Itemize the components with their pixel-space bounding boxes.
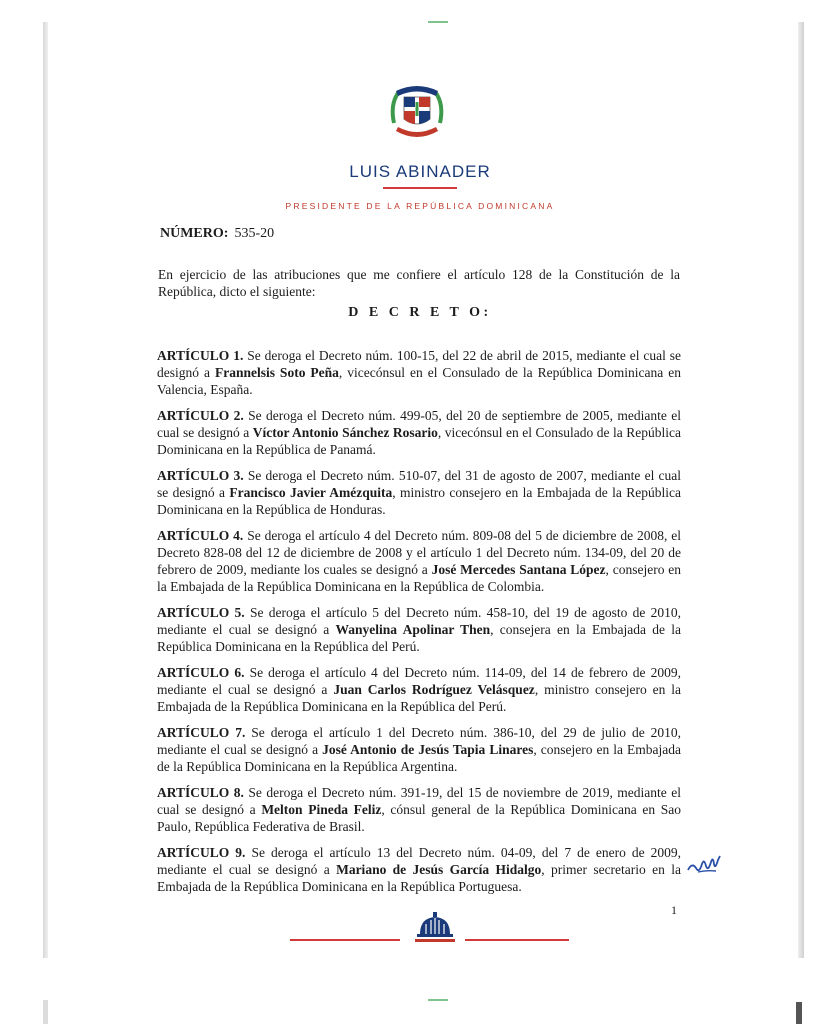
coat-of-arms-icon — [386, 83, 448, 147]
article-label: ARTÍCULO 7. — [157, 725, 246, 740]
page-number: 1 — [671, 903, 677, 917]
designee-name: Wanyelina Apolinar Then — [335, 622, 491, 637]
header-divider — [383, 187, 457, 189]
designee-name: José Antonio de Jesús Tapia Linares — [322, 742, 534, 757]
article-label: ARTÍCULO 2. — [157, 408, 244, 423]
article-label: ARTÍCULO 6. — [157, 665, 245, 680]
article-label: ARTÍCULO 1. — [157, 348, 244, 363]
article-text-end: , vicecónsul en el Consulado de la República Dominicana en la República de Panamá. — [157, 425, 681, 457]
footer-rule-left — [290, 939, 400, 941]
article-9 — [157, 844, 681, 895]
article-text-end: , ministro consejero en la Embajada de la República Dominicana en la República de Honduras. — [157, 485, 681, 517]
decree-number — [160, 226, 274, 242]
article-text: Se deroga el artículo 4 del Decreto núm. 809-08 del 5 de diciembre de 2008, el Decreto 828-08 del 12 de diciembre de 2008 y el artículo 1 del Decreto núm. 134-09, del 20 de febrero de 2009, mediante los cuales se designó a — [157, 528, 682, 577]
article-text: Se deroga el artículo 13 del Decreto núm. 04-09, del 7 de enero de 2009, mediante el cual se designó a — [157, 845, 682, 877]
green-mark-icon — [428, 20, 448, 24]
article-text-end: , primer secretario en la Embajada de la República Dominicana en la República Portuguesa. — [157, 862, 681, 894]
article-6 — [157, 664, 681, 715]
national-palace-dome-icon — [414, 912, 456, 946]
footer-rule-right — [465, 939, 569, 941]
decree-heading: D E C R E T O: — [348, 305, 492, 320]
designee-name: Víctor Antonio Sánchez Rosario — [252, 425, 438, 440]
next-page — [43, 1000, 809, 1024]
designee-name: Francisco Javier Amézquita — [229, 485, 393, 500]
article-text: Se deroga el Decreto núm. 391-19, del 15 de noviembre de 2019, mediante el cual se designó a — [157, 785, 682, 817]
intro-paragraph: En ejercicio de las atribuciones que me confiere el artículo 128 de la Constitución de la República, dicto el siguiente: — [158, 267, 680, 299]
page-gap — [0, 960, 840, 1000]
article-text-end: , consejera en la Embajada de la República Dominicana en la República del Perú. — [157, 622, 681, 654]
article-label: ARTÍCULO 8. — [157, 785, 244, 800]
article-label: ARTÍCULO 3. — [157, 468, 244, 483]
designee-name: Mariano de Jesús García Hidalgo — [336, 862, 542, 877]
decree-number-label: NÚMERO: — [160, 226, 229, 241]
designee-name: Juan Carlos Rodríguez Velásquez — [333, 682, 535, 697]
scrollbar[interactable] — [796, 1002, 802, 1024]
president-name: LUIS ABINADER — [349, 162, 491, 181]
article-2 — [157, 407, 681, 458]
article-text: Se deroga el Decreto núm. 499-05, del 20 de septiembre de 2005, mediante el cual se designó a — [157, 408, 681, 440]
article-text: Se deroga el Decreto núm. 100-15, del 22 de abril de 2015, mediante el cual se designó a — [157, 348, 682, 380]
article-5 — [157, 604, 681, 655]
article-text-end: , cónsul general de la República Dominicana en Sao Paulo, República Federativa de Brasil. — [157, 802, 682, 834]
article-8 — [157, 784, 681, 835]
article-text-end: , vicecónsul en el Consulado de la República Dominicana en Valencia, España. — [157, 365, 681, 397]
article-text-end: , consejero en la Embajada de la República Dominicana en la República de Colombia. — [157, 562, 681, 594]
article-3 — [157, 467, 681, 518]
article-text: Se deroga el artículo 4 del Decreto núm. 114-09, del 14 de febrero de 2009, mediante el cual se designó a — [157, 665, 681, 697]
article-text: Se deroga el artículo 5 del Decreto núm. 458-10, del 19 de agosto de 2010, mediante el cual se designó a — [157, 605, 682, 637]
designee-name: José Mercedes Santana López — [431, 562, 606, 577]
article-label: ARTÍCULO 9. — [157, 845, 246, 860]
article-label: ARTÍCULO 4. — [157, 528, 244, 543]
article-text: Se deroga el artículo 1 del Decreto núm. 386-10, del 29 de julio de 2010, mediante el cual se designó a — [157, 725, 681, 757]
article-1 — [157, 347, 681, 398]
designee-name: Frannelsis Soto Peña — [214, 365, 339, 380]
designee-name: Melton Pineda Feliz — [261, 802, 382, 817]
initials-signature-icon — [684, 850, 724, 878]
articles-list — [157, 347, 681, 904]
article-7 — [157, 724, 681, 775]
president-title: PRESIDENTE DE LA REPÚBLICA DOMINICANA — [285, 201, 555, 211]
article-4 — [157, 527, 681, 595]
article-text-end: , consejero en la Embajada de la República Dominicana en la República Argentina. — [157, 742, 681, 774]
article-text: Se deroga el Decreto núm. 510-07, del 31 de agosto de 2007, mediante el cual se designó a — [157, 468, 681, 500]
green-mark-icon — [428, 998, 448, 1002]
decree-number-value: 535-20 — [234, 226, 275, 241]
article-text-end: , ministro consejero en la Embajada de la República Dominicana en la República del Perú. — [157, 682, 681, 714]
article-label: ARTÍCULO 5. — [157, 605, 245, 620]
